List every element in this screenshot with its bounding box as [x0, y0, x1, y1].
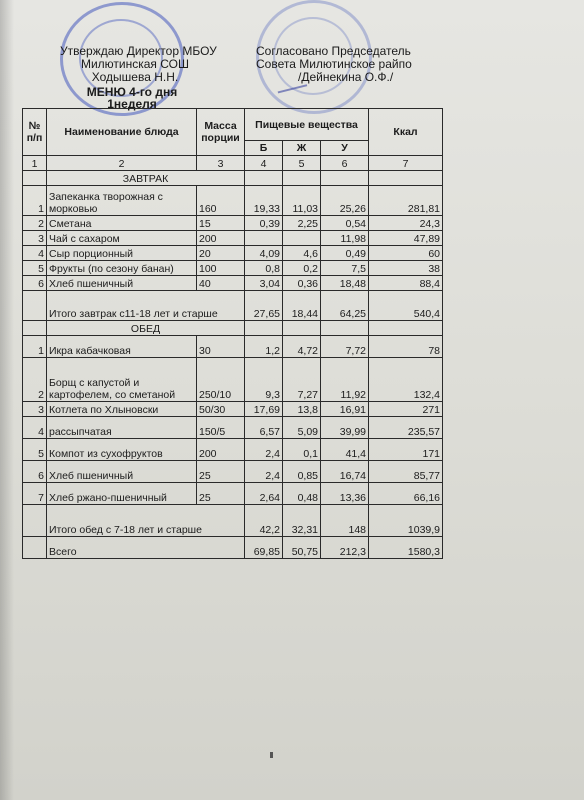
dish-protein: 17,69 — [245, 402, 283, 417]
lunch-total-u: 148 — [321, 505, 369, 537]
dish-row — [23, 417, 443, 439]
dish-fat: 0,85 — [283, 461, 321, 483]
dish-fat: 7,27 — [283, 358, 321, 402]
col-nutrients-header: Пищевые вещества — [245, 109, 369, 141]
dish-kcal: 171 — [369, 439, 443, 461]
dish-number: 6 — [23, 276, 47, 291]
lunch-total-label: Итого обед с 7-18 лет и старше — [47, 505, 245, 537]
index-cell: 3 — [197, 156, 245, 171]
dish-protein: 9,3 — [245, 358, 283, 402]
dish-kcal: 235,57 — [369, 417, 443, 439]
dish-name: рассыпчатая — [47, 417, 197, 439]
dish-mass: 200 — [197, 231, 245, 246]
dish-name: Запеканка творожная с морковью — [47, 186, 197, 216]
lunch-section-row — [23, 321, 443, 336]
grand-total-row — [23, 537, 443, 559]
dish-kcal: 271 — [369, 402, 443, 417]
dish-row — [23, 483, 443, 505]
lunch-total-b: 42,2 — [245, 505, 283, 537]
page-shadow — [0, 0, 14, 800]
dish-row — [23, 439, 443, 461]
grand-total-u: 212,3 — [321, 537, 369, 559]
agree-line-2: Совета Милютинское райпо — [256, 57, 412, 71]
dish-mass: 30 — [197, 336, 245, 358]
approve-line-3: Ходышева Н.Н. — [91, 70, 179, 84]
dish-mass: 200 — [197, 439, 245, 461]
dish-mass: 50/30 — [197, 402, 245, 417]
col-kcal-header: Ккал — [369, 109, 443, 156]
index-cell: 5 — [283, 156, 321, 171]
dish-mass: 100 — [197, 261, 245, 276]
menu-title — [76, 86, 188, 110]
dish-number: 5 — [23, 439, 47, 461]
dish-name: Борщ с капустой и картофелем, со сметаной — [47, 358, 197, 402]
dish-protein: 6,57 — [245, 417, 283, 439]
col-u-header: У — [321, 141, 369, 156]
dish-number: 4 — [23, 417, 47, 439]
dish-row — [23, 186, 443, 216]
dish-carbs: 18,48 — [321, 276, 369, 291]
dish-protein: 4,09 — [245, 246, 283, 261]
lunch-total-row — [23, 505, 443, 537]
breakfast-section-row — [23, 171, 443, 186]
dish-fat — [283, 231, 321, 246]
dish-number: 4 — [23, 246, 47, 261]
dish-carbs: 39,99 — [321, 417, 369, 439]
dish-protein: 2,64 — [245, 483, 283, 505]
approve-line-2: Милютинская СОШ — [80, 57, 190, 71]
approve-line-1: Утверждаю Директор МБОУ — [60, 44, 217, 58]
approval-block — [60, 44, 217, 84]
index-cell: 1 — [23, 156, 47, 171]
dish-carbs: 7,72 — [321, 336, 369, 358]
dish-carbs: 13,36 — [321, 483, 369, 505]
index-cell: 2 — [47, 156, 197, 171]
menu-title-line-1: МЕНЮ 4-го дня — [86, 85, 178, 99]
dish-row — [23, 336, 443, 358]
dish-protein: 2,4 — [245, 439, 283, 461]
dish-kcal: 88,4 — [369, 276, 443, 291]
dish-name: Чай с сахаром — [47, 231, 197, 246]
dish-name: Котлета по Хлыновски — [47, 402, 197, 417]
dish-carbs: 0,49 — [321, 246, 369, 261]
dish-protein: 1,2 — [245, 336, 283, 358]
dish-fat: 4,72 — [283, 336, 321, 358]
dish-name: Хлеб пшеничный — [47, 276, 197, 291]
dish-row — [23, 261, 443, 276]
grand-total-zh: 50,75 — [283, 537, 321, 559]
col-zh-header: Ж — [283, 141, 321, 156]
dish-row — [23, 246, 443, 261]
dish-carbs: 16,74 — [321, 461, 369, 483]
dish-number: 1 — [23, 186, 47, 216]
dish-protein: 2,4 — [245, 461, 283, 483]
dish-name: Икра кабачковая — [47, 336, 197, 358]
col-name-header: Наименование блюда — [47, 109, 197, 156]
dish-name: Сыр порционный — [47, 246, 197, 261]
agreement-block — [256, 45, 456, 84]
dish-kcal: 24,3 — [369, 216, 443, 231]
dish-number: 2 — [23, 216, 47, 231]
dish-fat: 4,6 — [283, 246, 321, 261]
dish-protein: 0,8 — [245, 261, 283, 276]
breakfast-total-label: Итого завтрак с11-18 лет и старше — [47, 291, 245, 321]
grand-total-label: Всего — [47, 537, 245, 559]
col-b-header: Б — [245, 141, 283, 156]
dish-mass: 25 — [197, 483, 245, 505]
breakfast-total-kcal: 540,4 — [369, 291, 443, 321]
lunch-rows — [23, 336, 443, 505]
index-cell: 7 — [369, 156, 443, 171]
dish-number: 7 — [23, 483, 47, 505]
dish-mass: 150/5 — [197, 417, 245, 439]
dish-kcal: 38 — [369, 261, 443, 276]
dish-name: Сметана — [47, 216, 197, 231]
menu-table — [22, 108, 443, 559]
dish-protein: 3,04 — [245, 276, 283, 291]
dish-fat: 5,09 — [283, 417, 321, 439]
lunch-total-kcal: 1039,9 — [369, 505, 443, 537]
dish-kcal: 281,81 — [369, 186, 443, 216]
index-row — [23, 156, 443, 171]
dish-mass: 160 — [197, 186, 245, 216]
agree-line-1: Согласовано Председатель — [256, 44, 411, 58]
dish-kcal: 60 — [369, 246, 443, 261]
dish-fat: 0,1 — [283, 439, 321, 461]
breakfast-total-zh: 18,44 — [283, 291, 321, 321]
dish-name: Хлеб пшеничный — [47, 461, 197, 483]
dish-number: 2 — [23, 358, 47, 402]
dish-kcal: 132,4 — [369, 358, 443, 402]
index-cell: 6 — [321, 156, 369, 171]
dish-mass: 40 — [197, 276, 245, 291]
col-num-header: № п/п — [23, 109, 47, 156]
breakfast-total-row — [23, 291, 443, 321]
dish-carbs: 41,4 — [321, 439, 369, 461]
lunch-total-zh: 32,31 — [283, 505, 321, 537]
dish-mass: 250/10 — [197, 358, 245, 402]
dish-row — [23, 461, 443, 483]
dish-mass: 20 — [197, 246, 245, 261]
dish-fat: 11,03 — [283, 186, 321, 216]
breakfast-rows — [23, 186, 443, 291]
page-mark — [270, 752, 273, 758]
dish-carbs: 7,5 — [321, 261, 369, 276]
col-mass-header: Масса порции — [197, 109, 245, 156]
dish-fat: 0,2 — [283, 261, 321, 276]
dish-protein: 0,39 — [245, 216, 283, 231]
agree-line-3: /Дейнекина О.Ф./ — [298, 70, 394, 84]
lunch-title: ОБЕД — [47, 321, 245, 336]
dish-fat: 13,8 — [283, 402, 321, 417]
menu-title-line-2: 1неделя — [107, 97, 157, 111]
dish-row — [23, 216, 443, 231]
dish-fat: 0,48 — [283, 483, 321, 505]
dish-carbs: 0,54 — [321, 216, 369, 231]
dish-mass: 15 — [197, 216, 245, 231]
grand-total-b: 69,85 — [245, 537, 283, 559]
breakfast-title: ЗАВТРАК — [47, 171, 245, 186]
index-cell: 4 — [245, 156, 283, 171]
dish-row — [23, 276, 443, 291]
dish-kcal: 66,16 — [369, 483, 443, 505]
dish-carbs: 11,98 — [321, 231, 369, 246]
dish-kcal: 47,89 — [369, 231, 443, 246]
grand-total-kcal: 1580,3 — [369, 537, 443, 559]
dish-row — [23, 402, 443, 417]
dish-number: 3 — [23, 231, 47, 246]
dish-mass: 25 — [197, 461, 245, 483]
dish-name: Компот из сухофруктов — [47, 439, 197, 461]
dish-number: 1 — [23, 336, 47, 358]
dish-number: 6 — [23, 461, 47, 483]
dish-carbs: 25,26 — [321, 186, 369, 216]
dish-protein — [245, 231, 283, 246]
dish-fat: 2,25 — [283, 216, 321, 231]
dish-name: Хлеб ржано-пшеничный — [47, 483, 197, 505]
breakfast-total-u: 64,25 — [321, 291, 369, 321]
dish-carbs: 11,92 — [321, 358, 369, 402]
dish-name: Фрукты (по сезону банан) — [47, 261, 197, 276]
dish-fat: 0,36 — [283, 276, 321, 291]
dish-number: 5 — [23, 261, 47, 276]
dish-row — [23, 231, 443, 246]
dish-number: 3 — [23, 402, 47, 417]
dish-protein: 19,33 — [245, 186, 283, 216]
dish-kcal: 85,77 — [369, 461, 443, 483]
breakfast-total-b: 27,65 — [245, 291, 283, 321]
dish-kcal: 78 — [369, 336, 443, 358]
dish-row — [23, 358, 443, 402]
header-row-1 — [23, 109, 443, 141]
dish-carbs: 16,91 — [321, 402, 369, 417]
